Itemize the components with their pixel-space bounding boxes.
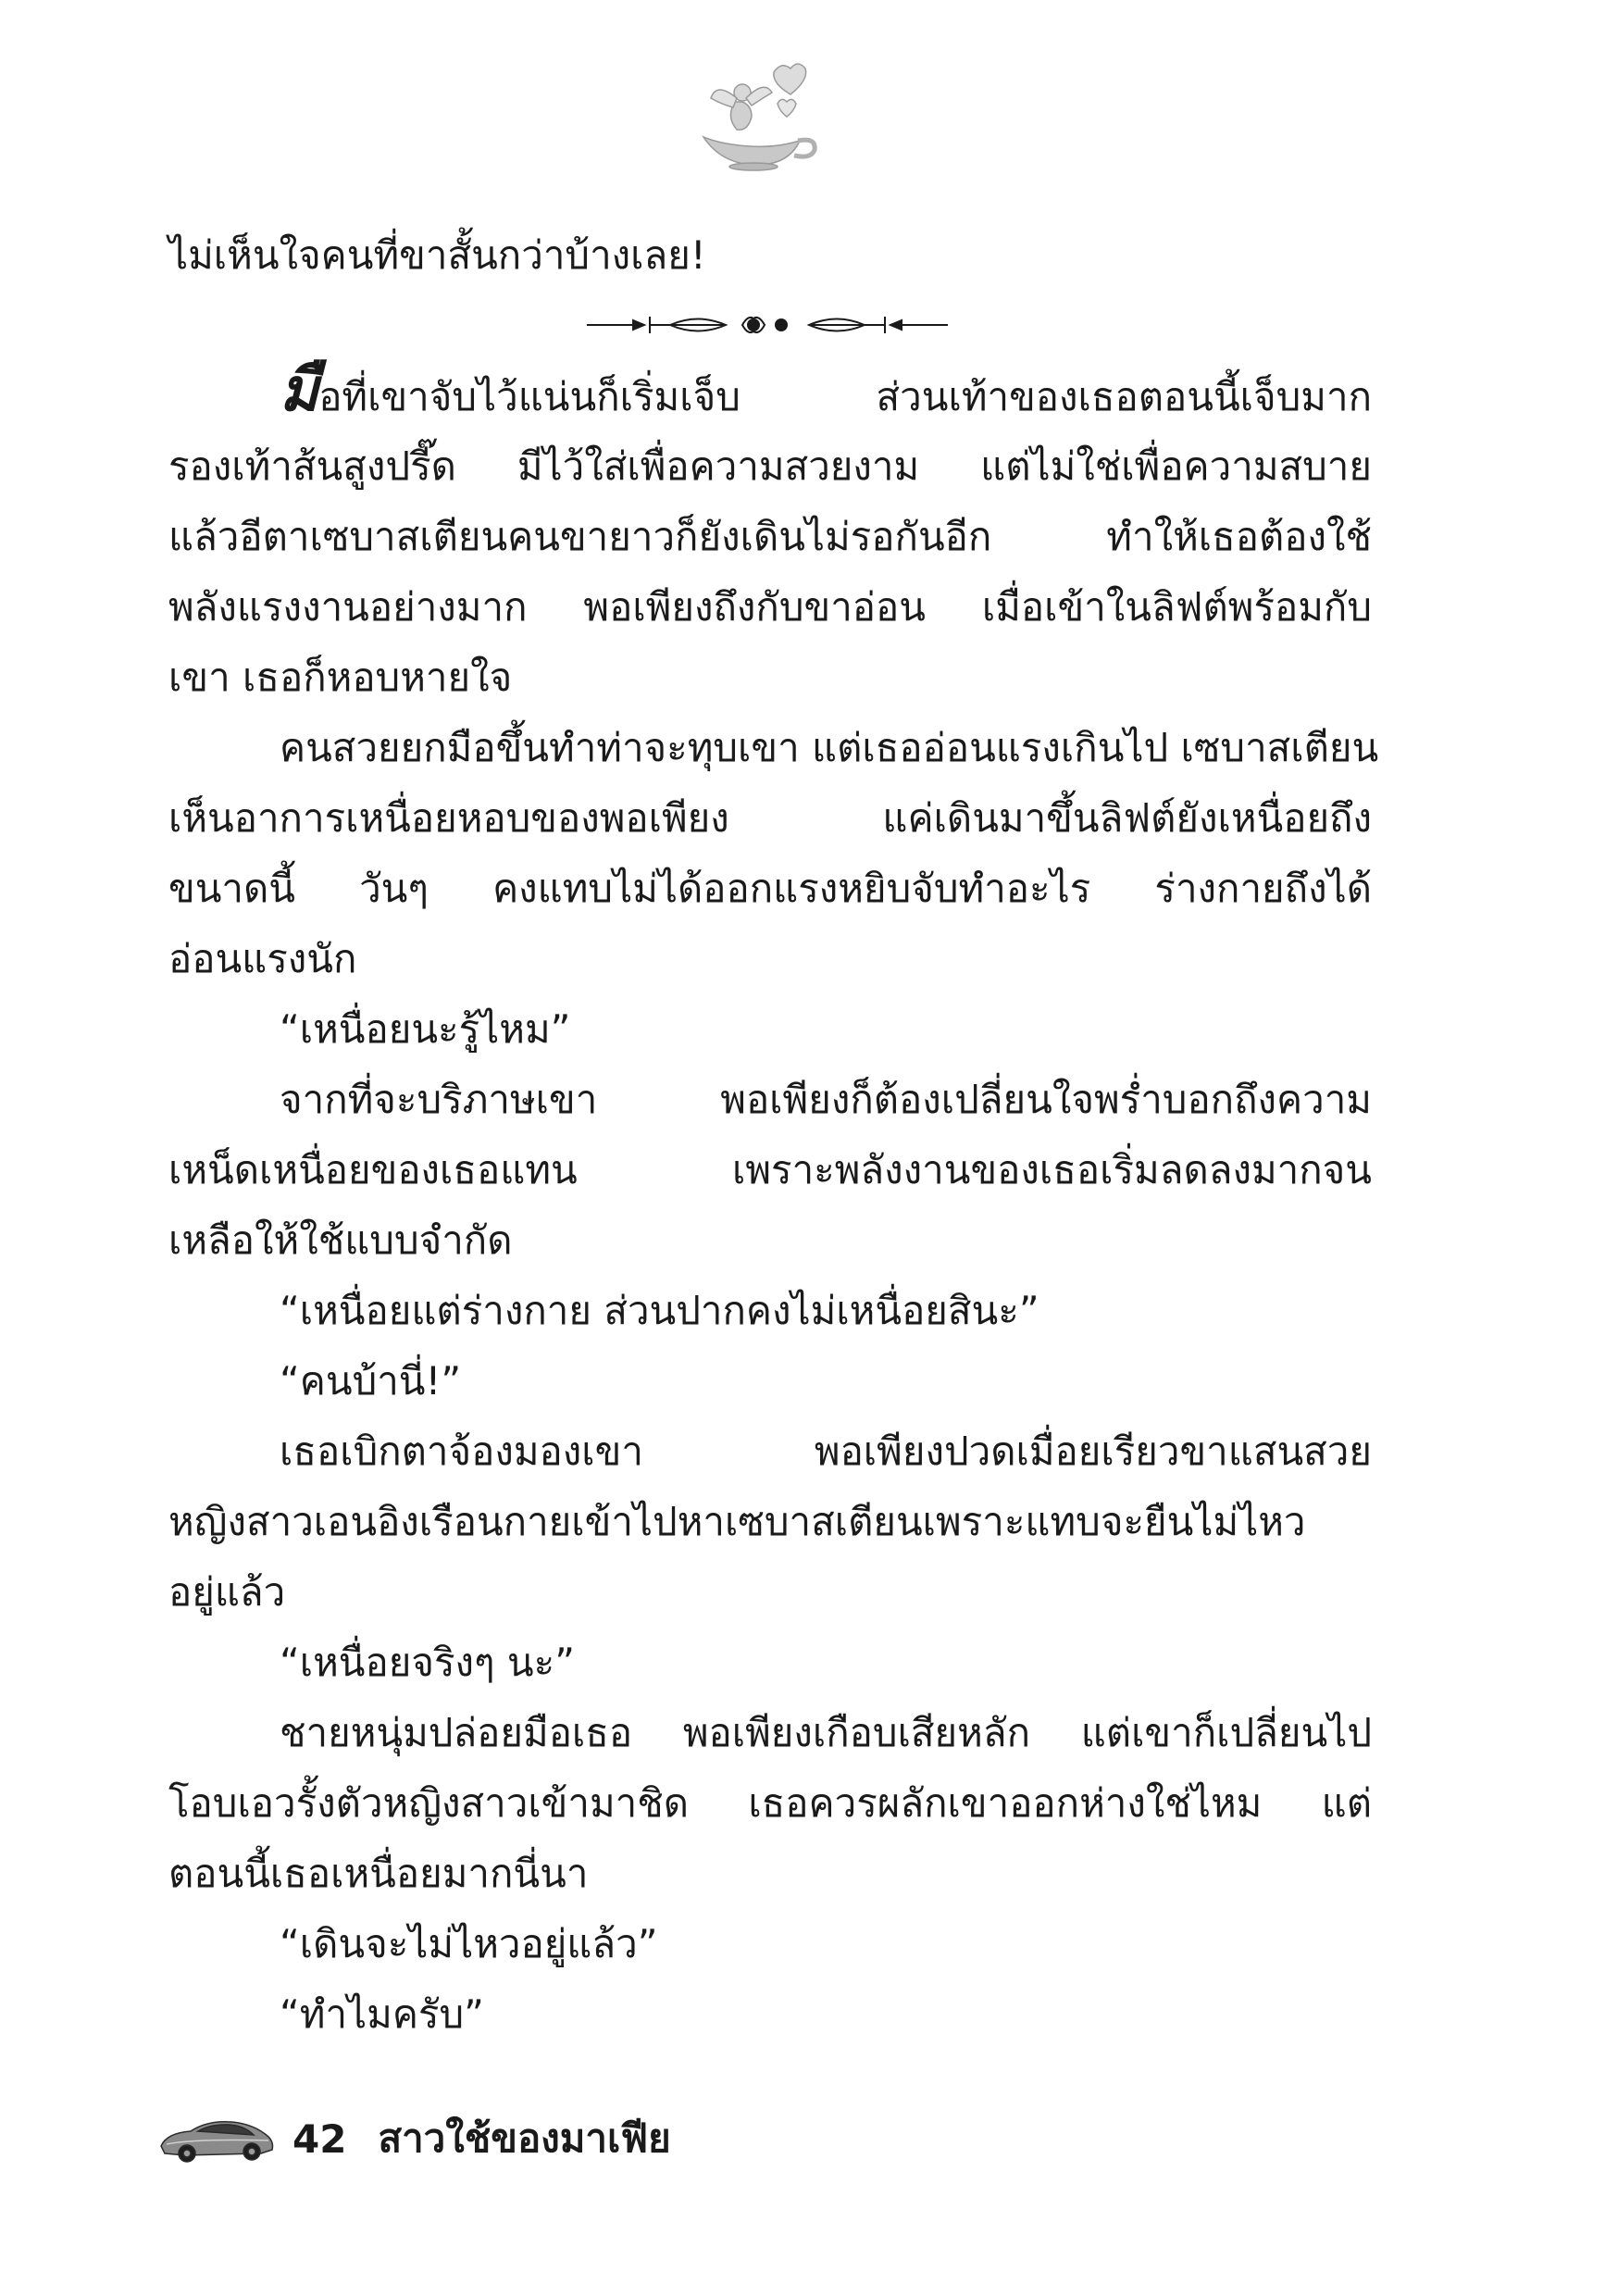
- cupid-teacup-ornament-icon: [685, 56, 824, 171]
- text-line: “ทำไมครับ”: [280, 1991, 484, 2037]
- text-line-dropcap: [168, 356, 1372, 431]
- text-line: แล้วอีตาเซบาสเตียนคนขายาวก็ยังเดินไม่รอกันอีก ทำให้เธอต้องใช้: [168, 514, 1372, 559]
- section-divider: [168, 291, 1372, 361]
- text-line: เห็นอาการเหนื่อยหอบของพอเพียง แค่เดินมาขึ้นลิฟต์ยังเหนื่อยถึง: [168, 795, 1372, 841]
- book-title: สาวใช้ของมาเฟีย: [378, 2115, 671, 2161]
- text-line: ไม่เห็นใจคนที่ขาสั้นกว่าบ้างเลย!: [168, 232, 706, 278]
- page-footer: [157, 2102, 671, 2176]
- text-line: เขา เธอก็หอบหายใจ: [168, 655, 513, 700]
- text-line: โอบเอวรั้งตัวหญิงสาวเข้ามาชิด เธอควรผลักเขาออกห่างใช่ไหม แต่: [168, 1780, 1372, 1826]
- text-line: ชายหนุ่มปล่อยมือเธอ พอเพียงเกือบเสียหลัก แต่เขาก็เปลี่ยนไป: [280, 1710, 1372, 1755]
- text-line: อ่อนแรงนัก: [168, 936, 357, 981]
- text-line: เหน็ดเหนื่อยของเธอแทน เพราะพลังงานของเธอเริ่มลดลงมากจน: [168, 1147, 1372, 1192]
- text-line: หญิงสาวเอนอิงเรือนกายเข้าไปหาเซบาสเตียนเพราะแทบจะยืนไม่ไหว: [168, 1499, 1306, 1544]
- scroll-divider-icon: [587, 309, 948, 341]
- sports-car-icon: [157, 2111, 276, 2166]
- text-line: อที่เขาจับไว้แน่นก็เริ่มเจ็บ ส่วนเท้าของเธอตอนนี้เจ็บมาก: [318, 374, 1372, 419]
- text-line: “เหนื่อยจริงๆ นะ”: [280, 1640, 575, 1685]
- text-line: “เหนื่อยนะรู้ไหม”: [280, 1006, 571, 1052]
- text-line: ขนาดนี้ วันๆ คงแทบไม่ได้ออกแรงหยิบจับทำอะไร ร่างกายถึงได้: [168, 866, 1372, 911]
- text-line: พลังแรงงานอย่างมาก พอเพียงถึงกับขาอ่อน เมื่อเข้าในลิฟต์พร้อมกับ: [168, 584, 1372, 630]
- text-line: ตอนนี้เธอเหนื่อยมากนี่นา: [168, 1851, 589, 1896]
- text-line: “เดินจะไม่ไหวอยู่แล้ว”: [280, 1921, 658, 1966]
- text-line: รองเท้าส้นสูงปรี๊ด มีไว้ใส่เพื่อความสวยงาม แต่ไม่ใช่เพื่อความสบาย: [168, 443, 1372, 489]
- text-line: “คนบ้านี่!”: [280, 1358, 462, 1404]
- text-line: อยู่แล้ว: [168, 1569, 286, 1615]
- text-line: จากที่จะบริภาษเขา พอเพียงก็ต้องเปลี่ยนใจพร่ำบอกถึงความ: [280, 1077, 1372, 1122]
- text-line: เหลือให้ใช้แบบจำกัด: [168, 1217, 513, 1263]
- drop-cap: มื: [280, 356, 319, 425]
- page-number: 42: [292, 2115, 347, 2162]
- text-line: เธอเบิกตาจ้องมองเขา พอเพียงปวดเมื่อยเรียวขาแสนสวย: [280, 1429, 1372, 1474]
- body-text: [168, 220, 1379, 2050]
- text-line: คนสวยยกมือขึ้นทำท่าจะทุบเขา แต่เธออ่อนแรงเกินไป เซบาสเตียน: [280, 725, 1379, 770]
- text-line: “เหนื่อยแต่ร่างกาย ส่วนปากคงไม่เหนื่อยสินะ”: [280, 1288, 1039, 1333]
